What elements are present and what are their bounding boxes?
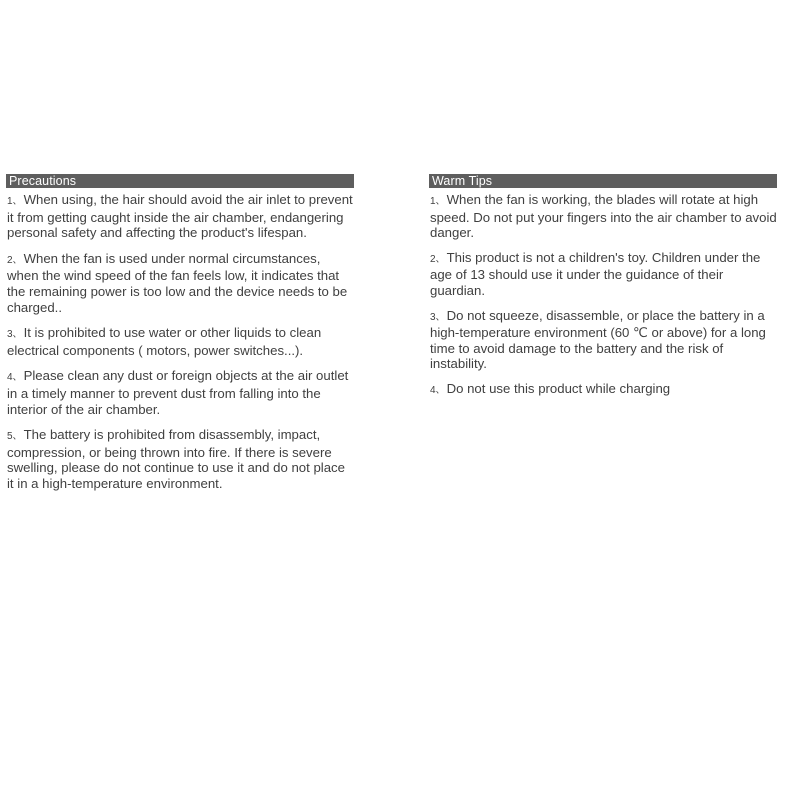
- item-text: When the fan is used under normal circumstances, when the wind speed of the fan feels low, it indicates that the remaining power is too low and the device needs to be charged..: [7, 250, 348, 315]
- item-number: 4、: [7, 372, 23, 384]
- item-number: 5、: [7, 431, 23, 443]
- item-number: 2、: [430, 253, 446, 265]
- item-text: Do not squeeze, disassemble, or place the battery in a high-temperature environment (60 ℃ or above) for a long time to avoid damage to the battery and the risk of instability.: [430, 307, 766, 372]
- tip-item: [430, 250, 777, 299]
- precaution-item: [7, 325, 354, 358]
- precaution-item: [7, 251, 354, 315]
- item-text: The battery is prohibited from disassembly, impact, compression, or being thrown into fire. If there is severe swelling, please do not continue to use it and do not place it in a high-temperature environment.: [7, 427, 345, 491]
- precautions-section: [6, 174, 354, 492]
- item-text: This product is not a children's toy. Children under the age of 13 should use it under the guidance of their guardian.: [430, 249, 761, 298]
- item-number: 2、: [7, 254, 23, 266]
- item-number: 3、: [430, 311, 446, 323]
- tip-item: [430, 381, 777, 399]
- tip-item: [430, 308, 777, 372]
- warm-tips-header: Warm Tips: [429, 174, 777, 188]
- item-text: When using, the hair should avoid the air inlet to prevent it from getting caught inside the air chamber, endangering personal safety and affecting the product's lifespan.: [7, 192, 353, 241]
- precaution-item: [7, 427, 354, 491]
- item-text: When the fan is working, the blades will rotate at high speed. Do not put your fingers into the air chamber to avoid danger.: [430, 192, 777, 241]
- item-text: Do not use this product while charging: [446, 380, 671, 396]
- warm-tips-section: [429, 174, 777, 399]
- precaution-item: [7, 368, 354, 417]
- item-number: 1、: [7, 196, 23, 207]
- item-number: 3、: [7, 329, 23, 341]
- item-text: Please clean any dust or foreign objects at the air outlet in a timely manner to prevent dust from falling into the interior of the air chamber.: [7, 368, 349, 417]
- tip-item: [430, 192, 777, 241]
- precautions-header: Precautions: [6, 174, 354, 188]
- precaution-item: [7, 192, 354, 241]
- item-number: 4、: [430, 384, 446, 396]
- item-number: 1、: [430, 196, 446, 207]
- item-text: It is prohibited to use water or other liquids to clean electrical components ( motors, power switches...).: [7, 325, 322, 358]
